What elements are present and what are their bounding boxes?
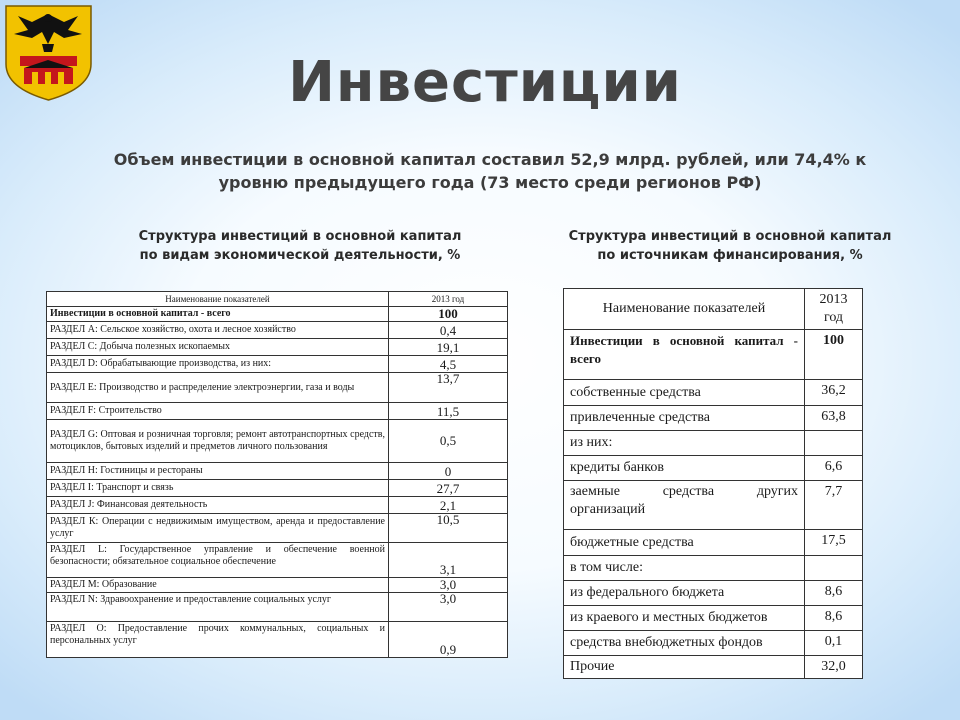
row-value: 100 xyxy=(389,307,508,322)
table-row xyxy=(564,530,863,556)
column-header-name: Наименование показателей xyxy=(564,289,805,330)
subtitle-line-2: уровню предыдущего года (73 место среди регионов РФ) xyxy=(218,173,762,192)
row-value: 0 xyxy=(389,463,508,480)
row-value: 4,5 xyxy=(389,356,508,373)
row-name: в том числе: xyxy=(564,556,805,581)
row-name: из краевого и местных бюджетов xyxy=(564,606,805,631)
table-row xyxy=(47,420,508,463)
row-name: РАЗДЕЛ D: Обрабатывающие производства, из них: xyxy=(47,356,389,373)
row-value: 3,0 xyxy=(389,578,508,593)
row-name: РАЗДЕЛ Е: Производство и распределение электроэнергии, газа и воды xyxy=(47,373,389,403)
column-header-name: Наименование показателей xyxy=(47,292,389,307)
table-row xyxy=(564,581,863,606)
row-name: РАЗДЕЛ G: Оптовая и розничная торговля; ремонт автотранспортных средств, мотоциклов, бытовых изделий и предметов личного пользования xyxy=(47,420,389,463)
column-header-year: 2013 год xyxy=(389,292,508,307)
row-name: Инвестиции в основной капитал - всего xyxy=(47,307,389,322)
table-row xyxy=(47,307,508,322)
row-name: РАЗДЕЛ М: Образование xyxy=(47,578,389,593)
table-row xyxy=(47,622,508,658)
row-value: 7,7 xyxy=(805,481,863,530)
row-name: Прочие xyxy=(564,656,805,679)
row-value: 2,1 xyxy=(389,497,508,514)
table-row xyxy=(564,556,863,581)
funding-table xyxy=(563,288,863,679)
row-value: 8,6 xyxy=(805,581,863,606)
row-name: Инвестиции в основной капитал - всего xyxy=(564,330,805,380)
table-row xyxy=(47,497,508,514)
table-row xyxy=(47,593,508,622)
row-value: 32,0 xyxy=(805,656,863,679)
right-table-caption xyxy=(545,227,915,265)
row-name: заемные средства других организаций xyxy=(564,481,805,530)
table-row xyxy=(564,330,863,380)
row-name: РАЗДЕЛ Н: Гостиницы и рестораны xyxy=(47,463,389,480)
row-value: 100 xyxy=(805,330,863,380)
row-name: из них: xyxy=(564,431,805,456)
row-name: собственные средства xyxy=(564,380,805,406)
table-row xyxy=(47,578,508,593)
row-value xyxy=(805,431,863,456)
row-name: бюджетные средства xyxy=(564,530,805,556)
row-value: 11,5 xyxy=(389,403,508,420)
table-row xyxy=(564,431,863,456)
row-name: РАЗДЕЛ О: Предоставление прочих коммунальных, социальных и персональных услуг xyxy=(47,622,389,658)
table-row xyxy=(564,481,863,530)
row-name: РАЗДЕЛ L: Государственное управление и обеспечение военной безопасности; обязательное социальное обеспечение xyxy=(47,543,389,578)
table-row xyxy=(47,543,508,578)
table-row xyxy=(47,356,508,373)
row-value: 6,6 xyxy=(805,456,863,481)
table-row xyxy=(47,480,508,497)
table-row xyxy=(47,463,508,480)
table-header-row xyxy=(564,289,863,330)
right-caption-line-1: Структура инвестиций в основной капитал xyxy=(568,229,892,244)
row-value: 13,7 xyxy=(389,373,508,403)
row-name: из федерального бюджета xyxy=(564,581,805,606)
left-table-caption xyxy=(70,227,530,265)
subtitle-line-1: Объем инвестиции в основной капитал составил 52,9 млрд. рублей, или 74,4% к xyxy=(113,150,867,169)
table-row xyxy=(47,339,508,356)
row-name: РАЗДЕЛ I: Транспорт и связь xyxy=(47,480,389,497)
row-value: 3,1 xyxy=(389,543,508,578)
page-title: Инвестиции xyxy=(288,50,682,115)
row-name: привлеченные средства xyxy=(564,406,805,431)
table-row xyxy=(564,380,863,406)
row-value: 8,6 xyxy=(805,606,863,631)
row-name: РАЗДЕЛ А: Сельское хозяйство, охота и лесное хозяйство xyxy=(47,322,389,339)
column-header-year: 2013 год xyxy=(805,289,863,330)
activity-table xyxy=(46,291,508,658)
row-name: кредиты банков xyxy=(564,456,805,481)
table-row xyxy=(47,373,508,403)
row-value: 19,1 xyxy=(389,339,508,356)
row-value: 3,0 xyxy=(389,593,508,622)
row-name: РАЗДЕЛ N: Здравоохранение и предоставление социальных услуг xyxy=(47,593,389,622)
table-row xyxy=(564,456,863,481)
row-value: 36,2 xyxy=(805,380,863,406)
left-caption-line-2: по видам экономической деятельности, % xyxy=(139,248,461,263)
row-value: 63,8 xyxy=(805,406,863,431)
right-caption-line-2: по источникам финансирования, % xyxy=(597,248,863,263)
table-row xyxy=(564,631,863,656)
left-caption-line-1: Структура инвестиций в основной капитал xyxy=(138,229,462,244)
table-row xyxy=(564,606,863,631)
row-name: РАЗДЕЛ С: Добыча полезных ископаемых xyxy=(47,339,389,356)
row-value: 0,1 xyxy=(805,631,863,656)
table-header-row xyxy=(47,292,508,307)
table-row xyxy=(47,403,508,420)
row-value: 10,5 xyxy=(389,514,508,543)
row-value xyxy=(805,556,863,581)
row-value: 27,7 xyxy=(389,480,508,497)
row-value: 0,5 xyxy=(389,420,508,463)
table-row xyxy=(47,322,508,339)
row-name: РАЗДЕЛ F: Строительство xyxy=(47,403,389,420)
row-value: 17,5 xyxy=(805,530,863,556)
subtitle xyxy=(60,148,920,194)
table-row xyxy=(564,656,863,679)
row-value: 0,9 xyxy=(389,622,508,658)
row-name: средства внебюджетных фондов xyxy=(564,631,805,656)
row-value: 0,4 xyxy=(389,322,508,339)
table-row xyxy=(47,514,508,543)
row-name: РАЗДЕЛ J: Финансовая деятельность xyxy=(47,497,389,514)
row-name: РАЗДЕЛ К: Операции с недвижимым имуществом, аренда и предоставление услуг xyxy=(47,514,389,543)
table-row xyxy=(564,406,863,431)
